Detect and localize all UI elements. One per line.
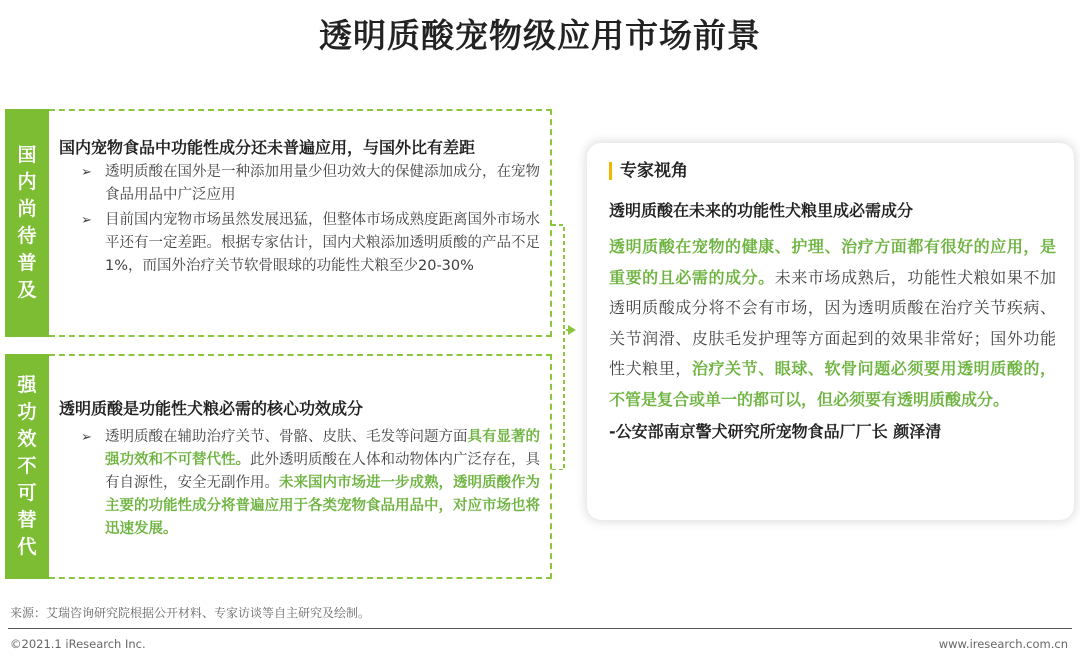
bullet-text: 目前国内宠物市场虽然发展迅猛，但整体市场成熟度距离国外市场水平还有一定差距。根据专家估计，国内犬粮添加透明质酸的产品不足1%，而国外治疗关节软骨眼球的功能性犬粮至少20-30%	[105, 212, 540, 274]
tab-char: 及	[17, 279, 37, 301]
tab-char: 效	[17, 428, 37, 450]
bullet-item	[59, 426, 542, 541]
page-title: 透明质酸宠物级应用市场前景	[319, 16, 761, 55]
highlight-text: 透明质酸在宠物的健康、护理、治疗方面都有很好的应用，是重要的且必需的成分。	[609, 237, 1056, 287]
tab-char: 内	[17, 171, 37, 193]
accent-bar	[609, 162, 612, 180]
section-heading: 国内宠物食品中功能性成分还未普遍应用，与国外比有差距	[59, 138, 476, 157]
expert-quote	[609, 232, 1056, 415]
section-tab-domestic	[5, 109, 49, 337]
tab-char: 可	[17, 482, 37, 504]
footer-divider	[8, 628, 1072, 629]
highlight-text: 治疗关节、眼球、软骨问题必须要用透明质酸的，不管是复合或单一的都可以，但必须要有透明质酸成分。	[609, 359, 1056, 409]
highlight-text: 具有显著的强功效和不可替代性。	[105, 429, 540, 468]
dashed-connector-arrow	[552, 220, 576, 470]
copyright: ©2021.1 iResearch Inc.	[10, 637, 146, 651]
tab-char: 普	[17, 252, 37, 274]
bullet-item	[59, 161, 542, 207]
tab-char: 待	[17, 225, 37, 247]
tab-char: 强	[17, 374, 37, 396]
quote-text: 未来市场成熟后，功能性犬粮如果不加透明质酸成分将不会有市场，因为透明质酸在治疗关节疾病、关节润滑、皮肤毛发护理等方面起到的效果非常好；国外功能性犬粮里，	[609, 267, 1056, 378]
tab-char: 替	[17, 509, 37, 531]
expert-panel	[587, 143, 1074, 520]
website-link: www.iresearch.com.cn	[938, 637, 1068, 651]
section-tab-irreplaceable	[5, 354, 49, 579]
bullet-item	[59, 209, 542, 278]
arrow-bullet-icon: ➢	[81, 165, 92, 180]
expert-label	[609, 159, 1056, 183]
bullet-text: 透明质酸在辅助治疗关节、骨骼、皮肤、毛发等问题方面	[105, 429, 468, 445]
tab-char: 代	[17, 536, 37, 558]
expert-signature: -公安部南京警犬研究所宠物食品厂厂长 颜泽清	[609, 422, 942, 441]
tab-char: 尚	[17, 198, 37, 220]
arrow-bullet-icon: ➢	[81, 430, 92, 445]
section-heading: 透明质酸是功能性犬粮必需的核心功效成分	[59, 399, 364, 418]
source-note: 来源：艾瑞咨询研究院根据公开材料、专家访谈等自主研究及绘制。	[10, 606, 371, 620]
tab-char: 功	[17, 401, 37, 423]
arrow-bullet-icon: ➢	[81, 213, 92, 228]
section-box-domestic	[49, 109, 552, 337]
bullet-text: 此外透明质酸在人体和动物体内广泛存在，具有自源性，安全无副作用。	[105, 452, 540, 491]
bullet-text: 透明质酸在国外是一种添加用量少但功效大的保健添加成分，在宠物食品用品中广泛应用	[105, 164, 540, 203]
expert-label-text: 专家视角	[620, 161, 688, 181]
tab-char: 国	[17, 144, 37, 166]
section-box-irreplaceable	[49, 354, 552, 579]
expert-heading: 透明质酸在未来的功能性犬粮里成必需成分	[609, 201, 914, 220]
highlight-text: 未来国内市场进一步成熟，透明质酸作为主要的功能性成分将普遍应用于各类宠物食品用品中，对应市场也将迅速发展。	[105, 475, 540, 537]
tab-char: 不	[17, 455, 37, 477]
